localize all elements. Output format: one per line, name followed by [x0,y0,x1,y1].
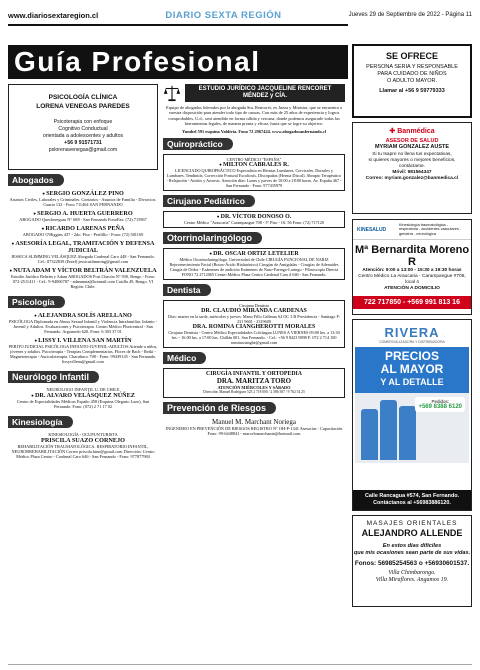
entry-name: DRA. MARITZA TORO [216,377,292,386]
entry-text: Centro de Especialidades Médicas Españo 458 (Esquina Olegario Lazo), San Fernando. Fono: (072) 2 71 17 02 [16,399,150,409]
estudio-text: Equipo de abogados liderados por la abogada Sra. Rencoret, ex Jueza y Ministra, que se encuentra a vuestra disposición para atender todo tipo de causas. Con más de 25 años de experiencia y logros comprobables, U.d., será atendido en forma cálida y cercana, donde podemos asegurarle todas las herramientas legales, de manera pronta y eficaz, hasta que se logre su objetivo. [166,105,342,127]
entry-name: PRISCILA SUAZO CORNEJO [41,437,125,444]
entry-pre: KINESIOLOGÍA - OCUPUNTURISTA [48,432,118,437]
list-item [8,240,158,264]
entry-text: LICENCIADO QUIROPRÁCTICO Especialista en Hernias Lumbares, Cervicales, Dorsales y Lumbares. Tendinitis, Corrección Postural Escoliosis, Discopatías (Hernia Discal). Abrupto Terapéutico - Relajación - Artritis y Artrosis. Atención días: Lunes y jueves de 10:00 a 18:00 horas. Av. España 467 - San Fernando - Fono: 977435979 [166,168,342,189]
ad-contact: Llamar al +56 9 59779333 [379,88,445,94]
entry-text: REHABILITACIÓN TRAUMATOLÓGICA. RESPIRATORIO INFANTIL, NEURORREHABILITACIÓN Correo priscila.kine@gmail.com Dirección: Centro Médico Plaza Centro - Cardenal Caro 646 - San Fernando - Fono: 977877984 [11,444,155,459]
entry-text: Días: martes en la tarde, miércoles y jueves. Mano Fillo Callenas 62 OC 3 B Providencia - Santiago F: 231 9601 - 2319600 [168,314,340,325]
section-header-otorrino: Otorrinolaringólogo [163,232,262,244]
ad-line: Si tu Isapre no llena tus expectativas, [372,152,452,157]
ad-line: PARA CUIDADO DE NIÑOS [377,71,447,77]
ad-name: ALEJANDRO ALLENDE [361,528,463,538]
ad-line: O ADULTO MAYOR. [386,78,438,84]
list-item [8,190,158,207]
entry-name: ● DR. ALVARO VELÁSQUEZ NÚÑEZ [8,392,158,399]
orders-label: Pedidos: [431,399,449,404]
quiropractico-ad [163,154,345,191]
entry-name: ● SERGIO A. HUERTA GUERRERO [8,210,158,217]
medico-ad [163,368,345,398]
list-item [8,312,158,334]
detergent-bottles-icon [361,400,416,460]
psicologia-clinica-ad [8,84,158,170]
entry-name: ● SERGIO GONZÁLEZ PINO [8,190,158,197]
entry-text: ABOGADO O'Higgins 437 - 2do. Piso - Perifillo - Fono: (72) 581169 [22,232,144,237]
kinesalud-ad [352,219,472,315]
rivera-address: Calle Rancagua #574, San Fernando. [364,493,460,499]
ad-specialties: Kinesiología traumatológica - respiratoria - accidentes vasculares - geriatría - neurológica [399,222,462,236]
list-item [8,267,158,289]
dentista-ad [163,300,345,348]
entry-name: ● DR. VÍCTOR DONOSO O. [166,214,342,220]
list-item [8,387,158,409]
riesgos-ad [163,418,345,436]
entry-text: JESSICA SLIMMING VELÁSQUEZ Abogada Cardenal Caro 448 - San Fernando. Cel.: 87322839 (Entel) jessicaslimming@gmail.com [11,254,155,264]
ad-phone: Móvil: 981564347 [392,170,432,175]
rivera-footer [353,490,471,510]
banmedica-logo: Banmédica [397,128,435,135]
entry-name: DRA. ROMINA CIANGHEROTTI MORALES [192,324,316,331]
section-header-neurologo: Neurólogo Infantil [8,371,99,383]
estudio-title: ESTUDIO JURÍDICO JACQUELINE RENCORET MÉNDEZ y CÍA. [185,84,345,102]
entry-text: Asuntos Civiles, Laborales y Criminales. Contratos - Asuntos de Familia - Divorcios. Cuarta 132 - Fono 711464 SAN FERNANDO [9,197,157,207]
list-item [8,432,158,459]
ad-name: Mª Bernardita Moreno R [354,244,470,268]
entry-text: INGENIERO EN PREVENCIÓN DE RIESGOS REGISTRO N° OH-P-1341 Asesorías - Capacitación Fono: 99-6448841 - marcelomarchantn@hotmail.com [165,425,343,436]
section-header-psicologia: Psicología [8,296,65,308]
ad-line: orientada a adolescentes y adultos [42,133,124,139]
se-ofrece-ad [352,44,472,118]
page-header-bar [8,8,472,22]
ad-phone: +56 9 91571731 [64,140,102,146]
cirujano-ad [163,211,345,228]
entry-text: Médico Otorrinolaringólogo. Universidad de Chile CIRUGÍA FUNCIONAL DE NARIZ Rejuvenecimiento Facial (Botox-Ácido Hialurónico) Cirugías de Amígdalas - Cirugías de Adenoides Cirugía de Oídos - Exámenes de audición Exámenes de Naso-Faringo-Laringo - Fibroscopía Directa FONO 72 2712065 Centro Médico Plaza Centro Cardenal Caro # 646 - San Fernando. [169,257,339,278]
entry-text: ABOGADO Quechereguas N° 688 - San Fernando FonoFax: (72) 715967 [19,217,147,222]
rivera-contact: Contáctanos al +56983886120. [373,500,451,506]
ad-email[interactable]: Correo: myriam.gonzalez@banmedica.cl [365,176,459,181]
rivera-ad [352,319,472,511]
ad-name: LORENA VENEGAS PAREDES [36,103,130,110]
estudio-contact: Yumbel 591 esquina Valdivia. Fono 72 2967424. www.abogadosanfernando.cl [182,128,326,134]
ad-hours: Atención: 9:00 a 13:00 - 15:30 a 19:30 horas [362,268,462,273]
entry-text: Cirujano Dentista - Centro Médico Especialidades Colchagua LUNES A VIERNES 09:00 hrs. a 13:30 hrs. - 16:00 hrs. a 17:00 hrs. Chillán 001, San Fernando. - Cel.: +56 9 8423 9898 F: 072 2 714 100 rominacianghe@gmail.com [168,330,340,346]
section-header-kinesiologia: Kinesiología [8,416,73,428]
column-left [8,84,158,462]
list-item [8,225,158,237]
footer-rule [8,664,472,665]
entry-text: Estudio Jurídico Beltrán y Adam ABOGADOS Post Chacón N° 930, Rengo - Fono: 072-2511411 - Cel.: 9-94006787 - adamnuta@hotmail.com Casilla 49, Rengo. VI Región. Chile. [10,274,156,289]
entry-text: Centro Médico "Araucaria" Carampangue 708 - 5° Piso - Of. 56 Fono: (72) 717120 [184,220,324,226]
orders-phone: +569 8388 6120 [418,404,462,410]
entry-name: Manuel M. Marchant Noriega [212,417,296,426]
ad-title: PSICOLOGÍA CLÍNICA [48,94,118,101]
rivera-orders [415,397,465,412]
entry-name: DR. CLAUDIO MIRANDA CARDENAS [201,308,307,315]
rivera-logo: RIVERA [384,325,440,340]
rivera-product-image [355,393,469,463]
entry-name: ● LISSY I. VILLENA SAN MARTÍN [8,337,158,344]
column-right [352,44,472,607]
estudio-juridico-heading [163,84,345,102]
newspaper-name: DIARIO SEXTA REGIÓN [165,9,282,21]
ad-line: Psicoterapia con enfoque [53,119,113,125]
ad-line: PERSONA SERIA Y RESPONSABLE [366,64,458,70]
entry-text: Dirección: Manuel Rodríguez 525 2 718 000 / 2 586 587 / 9 762 54 25 [203,390,305,395]
promo-line: Y AL DETALLE [380,377,444,387]
rivera-subtitle: COMERCIALIZADORA Y DISTRIBUIDORA [379,340,445,344]
ad-name: MYRIAM GONZALEZ AUSTE [374,144,450,150]
ad-role: ASESOR DE SALUD [385,138,439,144]
section-header-riesgos: Prevención de Riesgos [163,402,276,414]
ad-home-service: ATENCIÓN A DOMICILIO [384,286,440,291]
section-header-abogados: Abogados [8,174,64,186]
ad-phones: 722 717850 - +569 991 813 16 [353,296,471,309]
entry-pre: NEUROLOGO INFANTIL U. DE CHILE [46,387,120,392]
column-middle [163,84,345,439]
page-title: Guía Profesional [8,45,348,79]
ad-email[interactable]: pslorenavenegas@gmail.com [48,147,118,153]
page-date: Jueves 29 de Septiembre de 2022 - Página 11 [348,12,472,18]
entry-name: ● ASESORÍA LEGAL, TRAMITACIÓN Y DEFENSA JUDICIAL [8,240,158,254]
entry-name: ● NUTA ADAM Y VÍCTOR BELTRÁN VALENZUELA [8,267,158,274]
kinesalud-logo: KINESALUD [357,226,387,233]
promo-line: AL MAYOR [380,362,444,376]
entry-name: ● RICARDO LARENAS PEÑA [8,225,158,232]
entry-name: ● ALEJANDRA SOLÍS ARELLANO [8,312,158,319]
section-header-medico: Médico [163,352,206,364]
section-header-dentista: Dentista [163,284,211,296]
site-url[interactable]: www.diariosextaregion.cl [8,10,99,20]
ad-place: Centro Médico La Araucaria - Carampangue #708, local 4 [358,274,466,285]
ad-line: Cognitivo Conductual [58,126,108,132]
entry-pre: Cirujano Dentista [239,303,269,309]
ad-slogan: que mis ocasiones sean parte de sus vidas. [353,550,471,556]
ad-phones: Fonos: 56985254563 o +56930601537. [354,560,470,567]
header-rule [8,24,348,26]
entry-pre: CIRUGÍA INFANTIL Y ORTOPEDIA [206,371,302,378]
list-item [8,337,158,364]
rivera-promo [355,347,469,393]
entry-hours: ATENCIÓN MIÉRCOLES Y SÁBADO [217,385,291,391]
banmedica-logo-icon: ✚ [389,128,396,135]
entry-text: PSICÓLOGA Diplomada en Abuso Sexual Infantil y Violencia Intrafamiliar. Infanto - Juvenil y Adultos. Evaluaciones y Psicoterapia. Centro Médico Pluricentral - San Fernando. Argomedo 620. Fono: 6 303 37 01 [9,319,157,334]
ad-title: SE OFRECE [385,51,438,61]
promo-line: PRECIOS [384,349,439,363]
ad-address: Villa Miraflores. Angamos 19. [375,577,449,583]
section-header-quiropractico: Quiropráctico [163,138,233,150]
banmedica-ad [352,122,472,214]
otorrino-ad [163,248,345,280]
list-item [8,210,158,222]
section-header-cirujano: Cirujano Pediátrico [163,195,255,207]
entry-name: ● MILTON CABRALES R. [166,162,342,168]
scales-of-justice-icon [163,84,181,102]
ad-line: contáctame. [398,164,426,169]
entry-text: PERITO JUDICIAL PSICÓLOGA INFANTO-JUVENIL-ADULTOS Atiende a niños, jóvenes y adultos. Psicoterapia - Terapias Complementarias. Flores de Bach - Reiki - Magnetoterapia - Auriculoterapia. Chacabuco 708 - Fono: 99439145 - San Fernando. lissyvillena@gmail.com [8,344,158,364]
ad-title: MASAJES ORIENTALES [366,520,458,527]
entry-pre: CENTRO MÉDICO "ESPAÑA" [226,157,282,163]
ad-slogan: En estos días difíciles [382,543,442,549]
masajes-ad [352,515,472,607]
ad-line: si quieres mayores o mejores beneficios, [368,158,456,163]
entry-name: ● DR. OSCAR ORTIZ LETELIER [166,251,342,257]
ad-address: Villa Chimbarongo. [388,570,436,576]
